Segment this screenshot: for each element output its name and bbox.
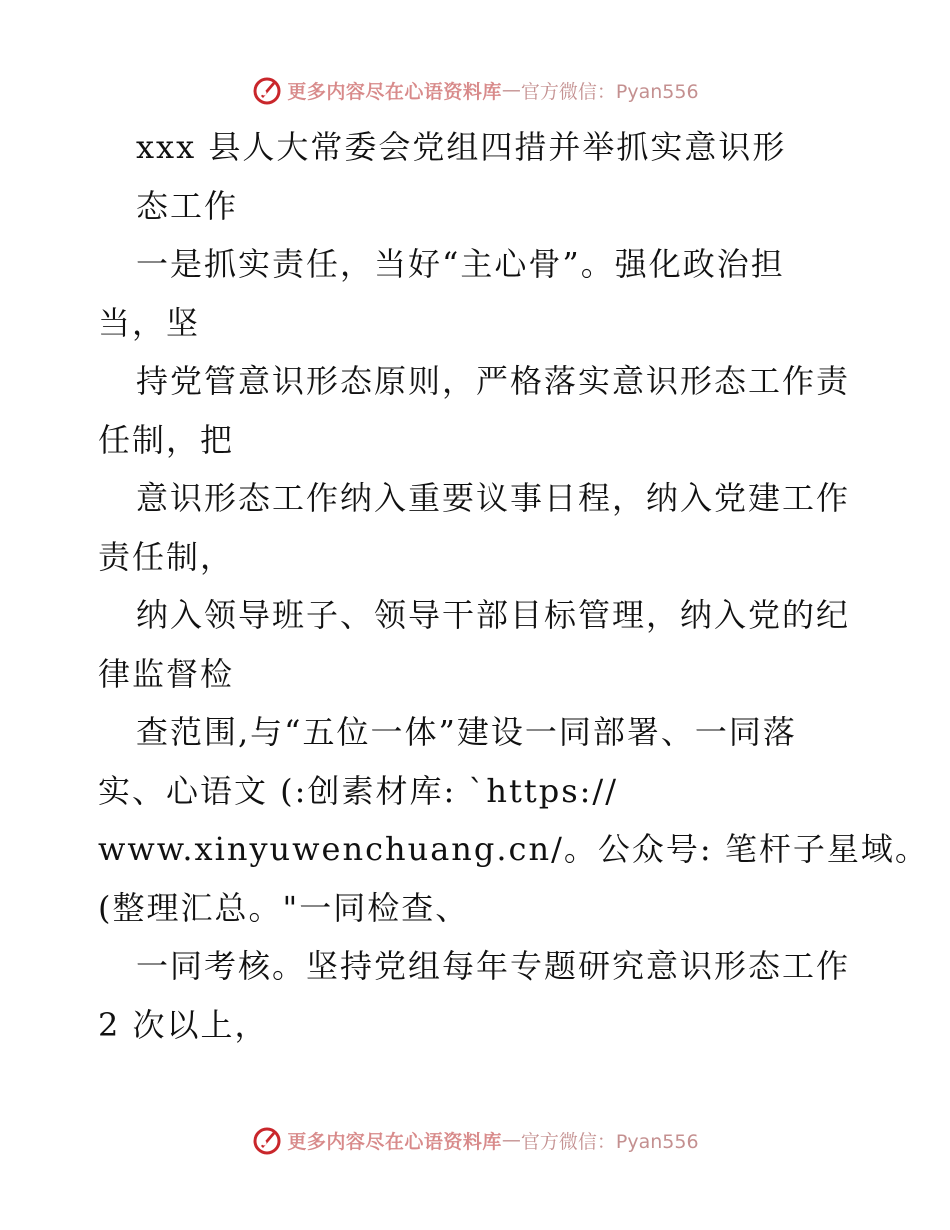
- text-line: xxx 县人大常委会党组四措并举抓实意识形: [136, 128, 787, 166]
- document-body: [98, 118, 929, 1054]
- text-line: (整理汇总。"一同检查、: [98, 888, 470, 927]
- watermark-separator: —: [501, 79, 521, 101]
- watermark-separator: —: [501, 1129, 521, 1151]
- text-line: 查范围,与“五位一体”建设一同部署、一同落: [136, 713, 797, 751]
- watermark-brand-text: 更多内容尽在心语资料库: [287, 1130, 502, 1153]
- text-line: 态工作: [136, 186, 239, 225]
- text-line: 意识形态工作纳入重要议事日程，纳入党建工作: [136, 479, 851, 517]
- watermark-footer: [0, 1120, 950, 1160]
- watermark-sub-text: 官方微信：Pyan556: [520, 1130, 699, 1153]
- text-line: 一同考核。坚持党组每年专题研究意识形态工作: [136, 947, 851, 985]
- text-line: 责任制，: [98, 537, 235, 576]
- text-line: 任制，把: [98, 420, 235, 459]
- quill-seal-icon: [251, 1124, 283, 1156]
- quill-seal-icon: [251, 74, 283, 106]
- text-line: 实、心语文 (:创素材库: `https://: [98, 771, 618, 810]
- watermark-sub-text: 官方微信：Pyan556: [520, 80, 699, 103]
- watermark-brand-text: 更多内容尽在心语资料库: [287, 80, 502, 103]
- watermark-header: [0, 70, 950, 110]
- text-line: 持党管意识形态原则，严格落实意识形态工作责: [136, 362, 851, 400]
- text-line: 纳入领导班子、领导干部目标管理，纳入党的纪: [136, 596, 851, 634]
- text-line: 律监督检: [98, 654, 235, 693]
- text-line: 2 次以上，: [98, 1005, 269, 1044]
- text-line: 当，坚: [98, 303, 201, 342]
- text-line: www.xinyuwenchuang.cn/。公众号: 笔杆子星域。: [98, 830, 929, 868]
- text-line: 一是抓实责任，当好“主心骨”。强化政治担: [136, 245, 785, 283]
